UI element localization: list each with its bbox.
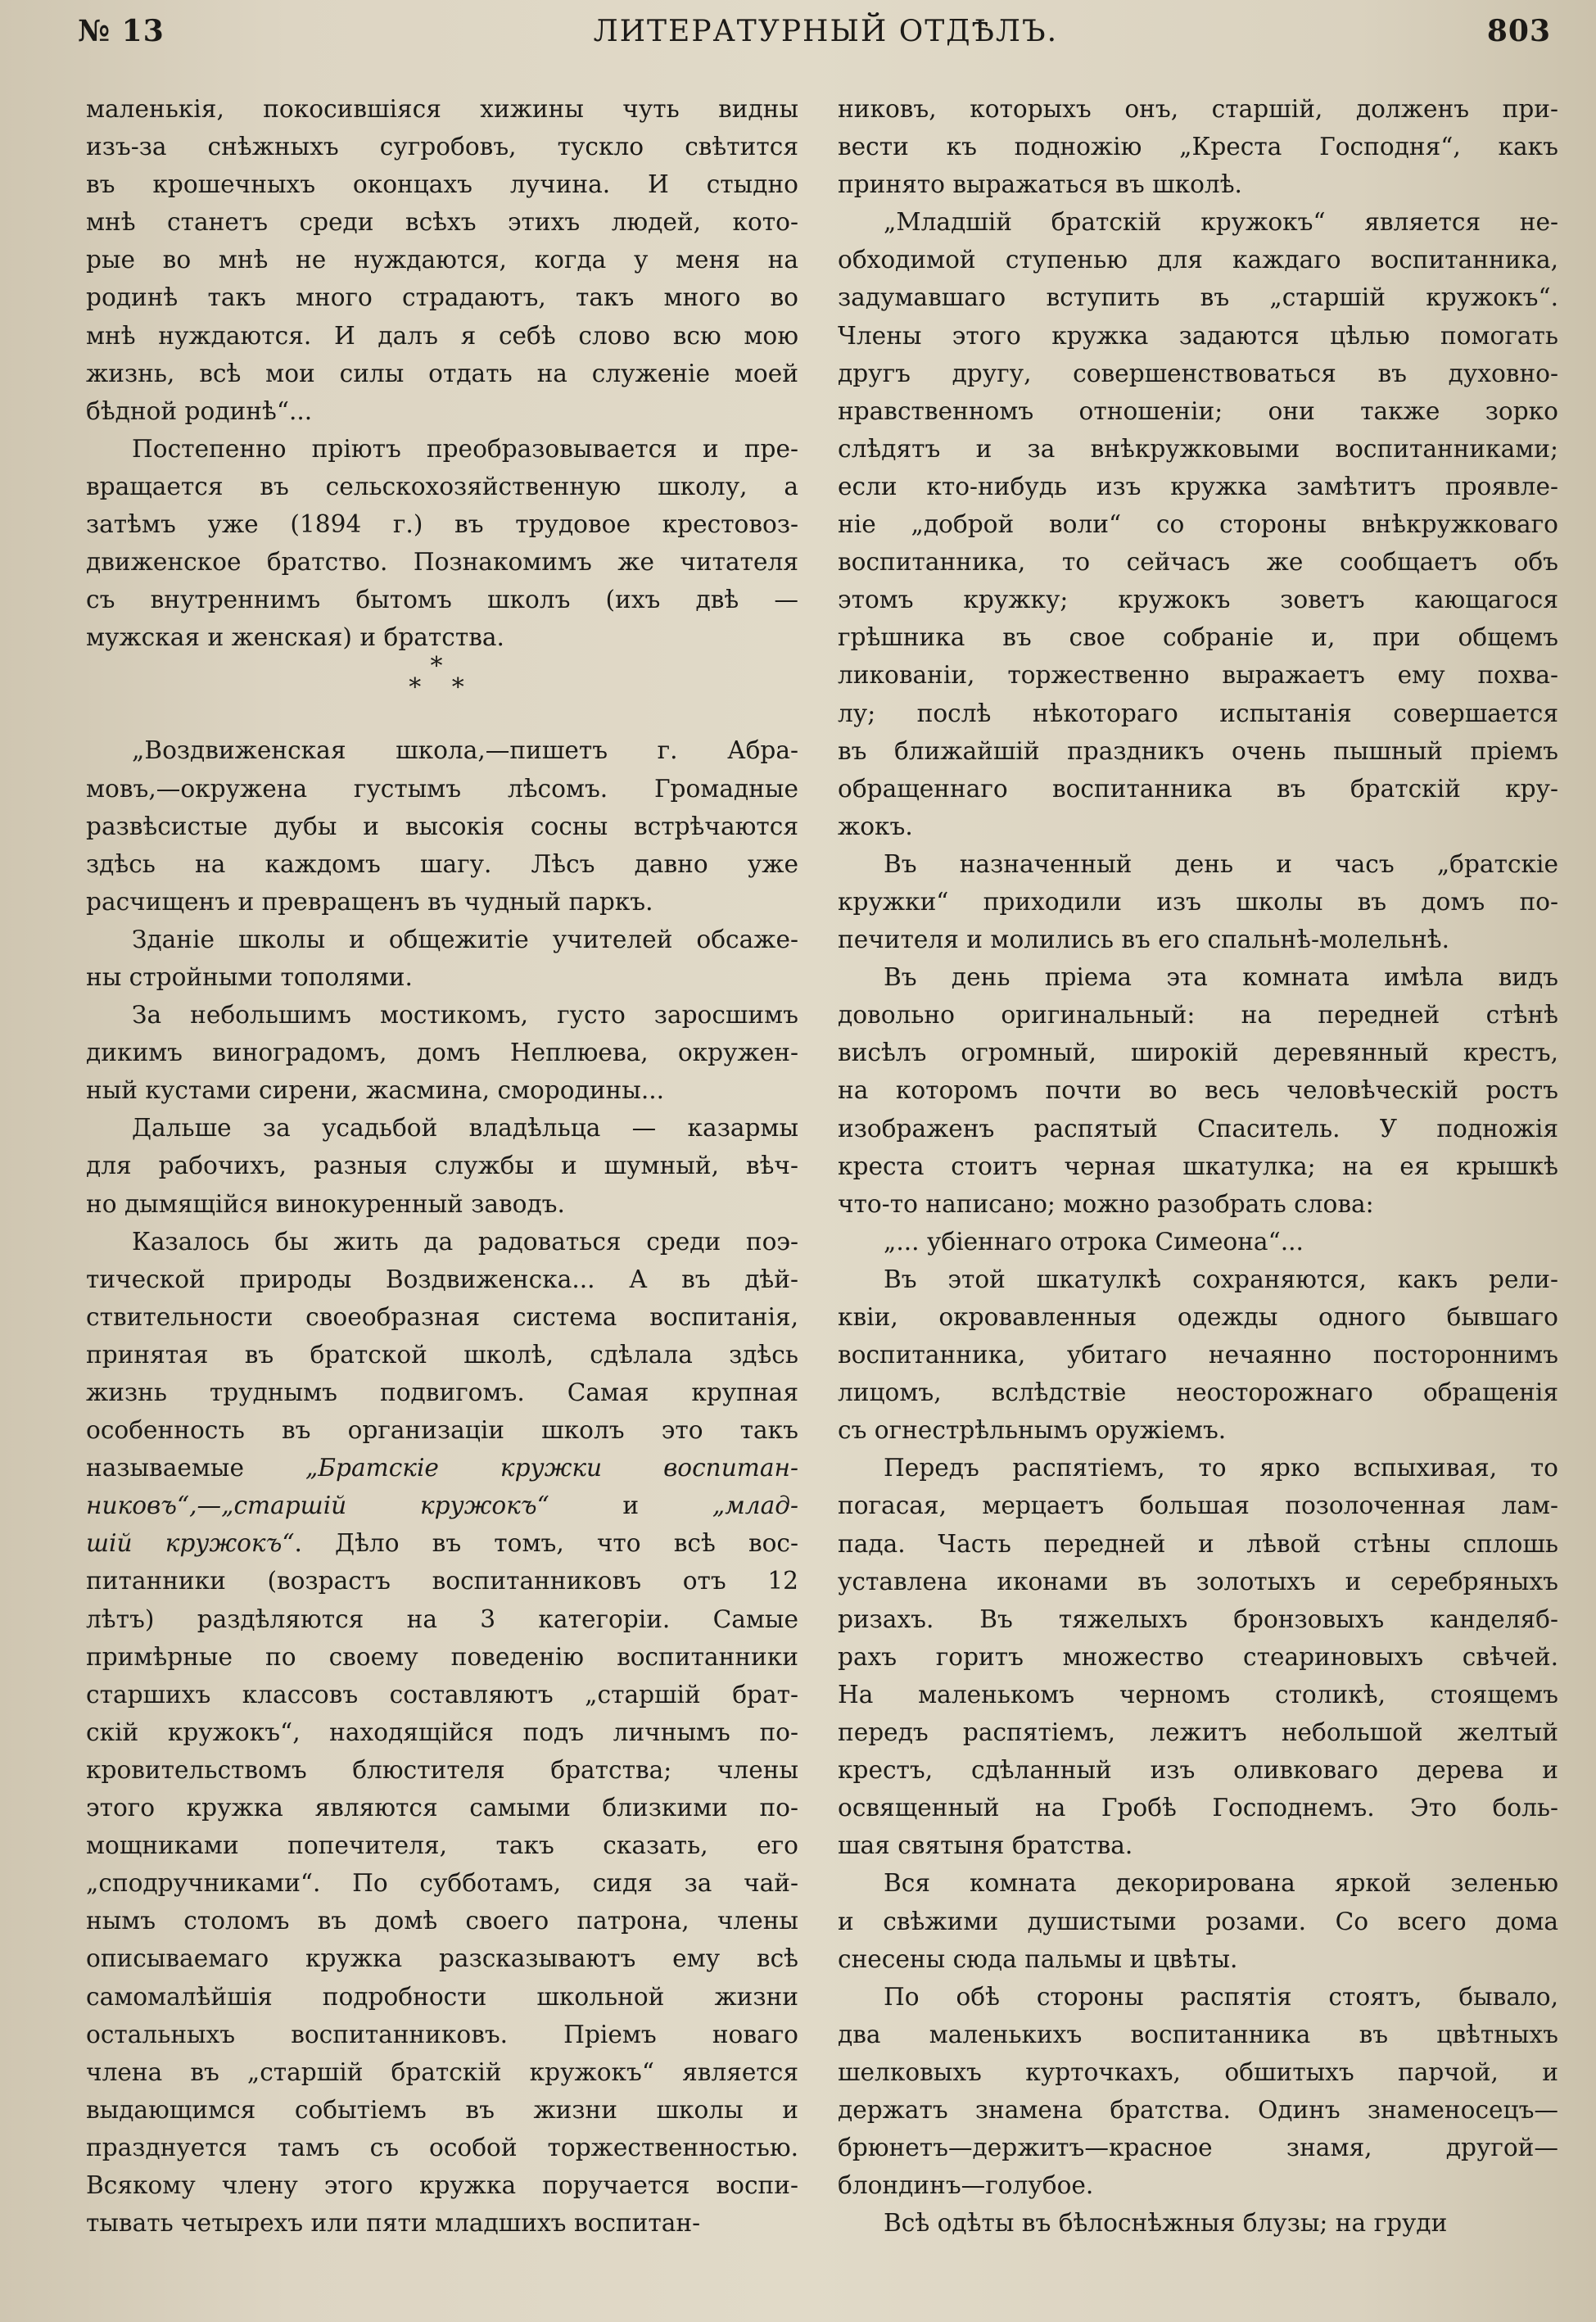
text-line: печителя и молились въ его спальнѣ-молельнѣ. [838, 926, 1449, 954]
italic-term: шій кружокъ“ [86, 1529, 295, 1558]
text-line: На маленькомъ черномъ столикѣ, стоящемъ [838, 1680, 1558, 1709]
text-line: что-то написано; можно разобрать слова: [838, 1189, 1374, 1218]
text-line: нымъ столомъ въ домѣ своего патрона, члены [86, 1907, 798, 1935]
left-column [86, 90, 798, 2242]
text-line: креста стоитъ черная шкатулка; на ея крышкѣ [838, 1152, 1558, 1180]
text-line: расчищенъ и превращенъ въ чудный паркъ. [86, 887, 653, 916]
section-separator [86, 652, 798, 731]
text-line: ны стройными тополями. [86, 962, 413, 991]
paragraph [86, 1562, 798, 2242]
text-line: Въ назначенный день и часъ „братскіе [884, 849, 1558, 878]
text-line: мовъ,—окружена густымъ лѣсомъ. Громадные [86, 774, 798, 803]
text-line: воспитанника, то сейчасъ же сообщаетъ объ [838, 548, 1558, 577]
text-line: воспитанника, убитаго нечаянно постороннимъ [838, 1341, 1558, 1369]
text-line: этомъ кружку; кружокъ зоветъ кающагося [838, 586, 1558, 614]
paragraph [838, 203, 1558, 845]
text-line: обращеннаго воспитанника въ братскій кру- [838, 774, 1558, 803]
issue-number: № 13 [78, 14, 165, 48]
text-line: жокъ. [838, 812, 913, 840]
text-line: рые во мнѣ не нуждаются, когда у меня на [86, 246, 798, 274]
text-line: ніе „доброй воли“ со стороны внѣкружковаго [838, 510, 1558, 539]
text-line: Члены этого кружка задаются цѣлью помогать [838, 321, 1558, 350]
text-line: мнѣ нуждаются. И далъ я себѣ слово всю мою [86, 321, 798, 350]
text-line: Вся комната декорирована яркой зеленью [884, 1869, 1558, 1898]
text-line: два маленькихъ воспитанника въ цвѣтныхъ [838, 2020, 1558, 2048]
text-line: вести къ подножію „Креста Господня“, какъ [838, 133, 1558, 161]
text-line: брюнетъ—держитъ—красное знамя, другой— [838, 2134, 1558, 2162]
text-line [86, 1449, 798, 1487]
text-line: описываемаго кружка разсказываютъ ему всѣ [86, 1944, 798, 1973]
text-line: жизнь, всѣ мои силы отдать на служеніе моей [86, 359, 798, 387]
text-line: тывать четырехъ или пяти младшихъ воспитан- [86, 2209, 701, 2238]
text-line: въ ближайшій праздникъ очень пышный пріемъ [838, 736, 1558, 765]
italic-term: „млад- [712, 1491, 798, 1520]
text-line: для рабочихъ, разныя службы и шумный, вѣч- [86, 1152, 798, 1180]
text-line: движенское братство. Познакомимъ же читателя [86, 548, 798, 577]
text-line: маленькія, покосившіяся хижины чуть видны [86, 95, 798, 123]
text-line: родинѣ такъ много страдаютъ, такъ много во [86, 283, 798, 312]
text-line: бѣдной родинѣ“... [86, 396, 313, 425]
italic-term: „Братскіе кружки воспитан- [305, 1454, 798, 1482]
text-line: обходимой ступенью для каждаго воспитанника, [838, 246, 1558, 274]
text-line: Передъ распятіемъ, то ярко вспыхивая, то [884, 1454, 1558, 1482]
text-line: ный кустами сирени, жасмина, смородины... [86, 1076, 665, 1105]
text-line: съ огнестрѣльнымъ оружіемъ. [838, 1416, 1227, 1445]
text-line: Дальше за усадьбой владѣльца — казармы [132, 1114, 798, 1143]
paragraph [86, 921, 798, 996]
text-line: пада. Часть передней и лѣвой стѣны сплошь [838, 1529, 1558, 1558]
text-line: изъ-за снѣжныхъ сугробовъ, тускло свѣтится [86, 133, 798, 161]
text-line: Въ день пріема эта комната имѣла видъ [884, 963, 1558, 992]
text-line: принято выражаться въ школѣ. [838, 170, 1242, 199]
text-line: этого кружка являются самыми близкими по- [86, 1794, 798, 1822]
text-line: въ крошечныхъ оконцахъ лучина. И стыдно [86, 170, 798, 199]
text-line: старшихъ классовъ составляютъ „старшій брат- [86, 1680, 798, 1709]
paragraph [838, 1261, 1558, 1449]
text-line: питанники (возрастъ воспитанниковъ отъ 12 [86, 1567, 798, 1596]
paragraph [86, 731, 798, 920]
text-line: мужская и женская) и братства. [86, 623, 504, 652]
text-line: За небольшимъ мостикомъ, густо заросшимъ [132, 1001, 798, 1030]
text-line: лу; послѣ нѣкотораго испытанія совершается [838, 699, 1558, 727]
text-line: „Воздвиженская школа,—пишетъ г. Абра- [132, 736, 798, 765]
text-line: если кто-нибудь изъ кружка замѣтитъ проявле- [838, 472, 1558, 500]
text-line: освященный на Гробѣ Господнемъ. Это боль- [838, 1794, 1558, 1822]
text-line: „сподручниками“. По субботамъ, сидя за чай- [86, 1869, 798, 1898]
text-line: дикимъ виноградомъ, домъ Неплюева, окружен- [86, 1039, 798, 1067]
paragraph [86, 996, 798, 1109]
text-line: лицомъ, вслѣдствіе неосторожнаго обращенія [838, 1378, 1558, 1407]
text-line: мнѣ станетъ среди всѣхъ этихъ людей, кото- [86, 208, 798, 237]
text-line: грѣшника въ свое собраніе и, при общемъ [838, 623, 1558, 652]
text-line: члена въ „старшій братскій кружокъ“ является [86, 2057, 798, 2086]
text-line: ликованіи, торжественно выражаетъ ему похва- [838, 661, 1558, 690]
text-line [86, 1524, 798, 1562]
text-line: затѣмъ уже (1894 г.) въ трудовое крестовоз- [86, 510, 798, 539]
text-line: шая святыня братства. [838, 1831, 1133, 1860]
text-line: По обѣ стороны распятія стоятъ, бывало, [884, 1982, 1558, 2011]
text-line: жизнь труднымъ подвигомъ. Самая крупная [86, 1378, 798, 1406]
text-line: ствительности своеобразная система воспитанія, [86, 1302, 798, 1331]
paragraph [838, 1223, 1558, 1261]
page-number: 803 [1486, 14, 1551, 48]
text-line: шелковыхъ курточкахъ, обшитыхъ парчой, и [838, 2057, 1558, 2086]
text-line: рахъ горитъ множество стеариновыхъ свѣчей. [838, 1642, 1558, 1671]
paragraph [86, 1109, 798, 1222]
text-line: тической природы Воздвиженска... А въ дѣй- [86, 1265, 798, 1293]
text-line: особенность въ организаціи школъ это такъ [86, 1416, 798, 1445]
text-line: и свѣжими душистыми розами. Со всего дома [838, 1907, 1558, 1935]
text-run: и [549, 1491, 712, 1520]
text-line: Зданіе школы и общежитіе учителей обсаже- [132, 925, 798, 953]
text-line: Всѣ одѣты въ бѣлоснѣжныя блузы; на груди [884, 2209, 1448, 2238]
right-column [838, 90, 1558, 2242]
text-line: другъ другу, совершенствоваться въ духовно- [838, 359, 1558, 387]
text-line: кровительствомъ блюстителя братства; члены [86, 1755, 798, 1784]
text-line: ризахъ. Въ тяжелыхъ бронзовыхъ канделяб- [838, 1605, 1558, 1633]
paragraph [838, 2204, 1558, 2242]
text-line: празднуется тамъ съ особой торжественностью. [86, 2133, 798, 2161]
text-line [86, 1487, 798, 1524]
text-line: лѣтъ) раздѣляются на 3 категоріи. Самые [86, 1605, 798, 1633]
text-line: никовъ, которыхъ онъ, старшій, долженъ при- [838, 95, 1558, 123]
text-line: передъ распятіемъ, лежитъ небольшой желтый [838, 1718, 1558, 1747]
text-line: развѣсистые дубы и высокія сосны встрѣчаются [86, 812, 798, 840]
page-header [78, 7, 1551, 56]
italic-term: никовъ“,—„старшій кружокъ“ [86, 1491, 549, 1520]
paragraph [838, 90, 1558, 203]
text-line: принятая въ братской школѣ, сдѣлала здѣсь [86, 1340, 798, 1369]
text-line: уставлена иконами въ золотыхъ и серебряныхъ [838, 1567, 1558, 1596]
paragraph [838, 1449, 1558, 1864]
text-line: квіи, окровавленныя одежды одного бывшаго [838, 1303, 1558, 1331]
text-line: задумавшаго вступить въ „старшій кружокъ“. [838, 283, 1558, 312]
text-line: вращается въ сельскохозяйственную школу, а [86, 472, 798, 500]
text-line: крестъ, сдѣланный изъ оливковаго дерева и [838, 1756, 1558, 1785]
text-line: Въ этой шкатулкѣ сохраняются, какъ рели- [884, 1265, 1558, 1293]
text-line: довольно оригинальный: на передней стѣнѣ [838, 1001, 1558, 1030]
text-line: нравственномъ отношеніи; они также зорко [838, 396, 1558, 425]
paragraph [86, 430, 798, 657]
text-line: „Младшій братскій кружокъ“ является не- [884, 208, 1558, 237]
text-line: на которомъ почти во весь человѣческій ростъ [838, 1076, 1558, 1105]
text-line: скій кружокъ“, находящійся подъ личнымъ по- [86, 1718, 798, 1746]
text-line: кружки“ приходили изъ школы въ домъ по- [838, 887, 1558, 916]
separator-star: * [430, 652, 454, 681]
text-line: остальныхъ воспитанниковъ. Пріемъ новаго [86, 2020, 798, 2048]
text-line: съ внутреннимъ бытомъ школъ (ихъ двѣ — [86, 586, 798, 614]
text-line: Всякому члену этого кружка поручается воспи- [86, 2170, 798, 2199]
text-line: снесены сюда пальмы и цвѣты. [838, 1944, 1238, 1973]
text-run: . Дѣло въ томъ, что всѣ вос- [294, 1529, 798, 1558]
separator-stars: * * [409, 673, 476, 703]
text-line: слѣдятъ и за внѣкружковыми воспитанниками; [838, 434, 1558, 463]
text-line: блондинъ—голубое. [838, 2171, 1094, 2200]
text-line: „... убіеннаго отрока Симеона“... [884, 1227, 1304, 1256]
text-line: Казалось бы жить да радоваться среди поэ- [132, 1227, 798, 1256]
paragraph [838, 1864, 1558, 1977]
text-line: примѣрные по своему поведенію воспитанники [86, 1642, 798, 1671]
text-line: здѣсь на каждомъ шагу. Лѣсъ давно уже [86, 849, 798, 878]
text-line: мощниками попечителя, такъ сказать, его [86, 1831, 798, 1860]
text-line: изображенъ распятый Спаситель. У подножія [838, 1114, 1558, 1143]
text-line: Постепенно пріютъ преобразовывается и пре- [132, 434, 798, 463]
paragraph [838, 1978, 1558, 2205]
paragraph [86, 1223, 798, 1450]
text-line: самомалѣйшія подробности школьной жизни [86, 1982, 798, 2011]
text-line: выдающимся событіемъ въ жизни школы и [86, 2095, 798, 2124]
text-run: называемые [86, 1454, 305, 1482]
section-title: ЛИТЕРАТУРНЫЙ ОТДѢЛЪ. [593, 14, 1059, 48]
text-line: висѣлъ огромный, широкій деревянный крестъ, [838, 1039, 1558, 1067]
text-line: погасая, мерцаетъ большая позолоченная лам- [838, 1491, 1558, 1520]
text-line: но дымящійся винокуренный заводъ. [86, 1189, 565, 1218]
paragraph [86, 90, 798, 430]
paragraph [838, 958, 1558, 1223]
paragraph [838, 845, 1558, 958]
text-line: держатъ знамена братства. Одинъ знаменосецъ— [838, 2095, 1558, 2124]
